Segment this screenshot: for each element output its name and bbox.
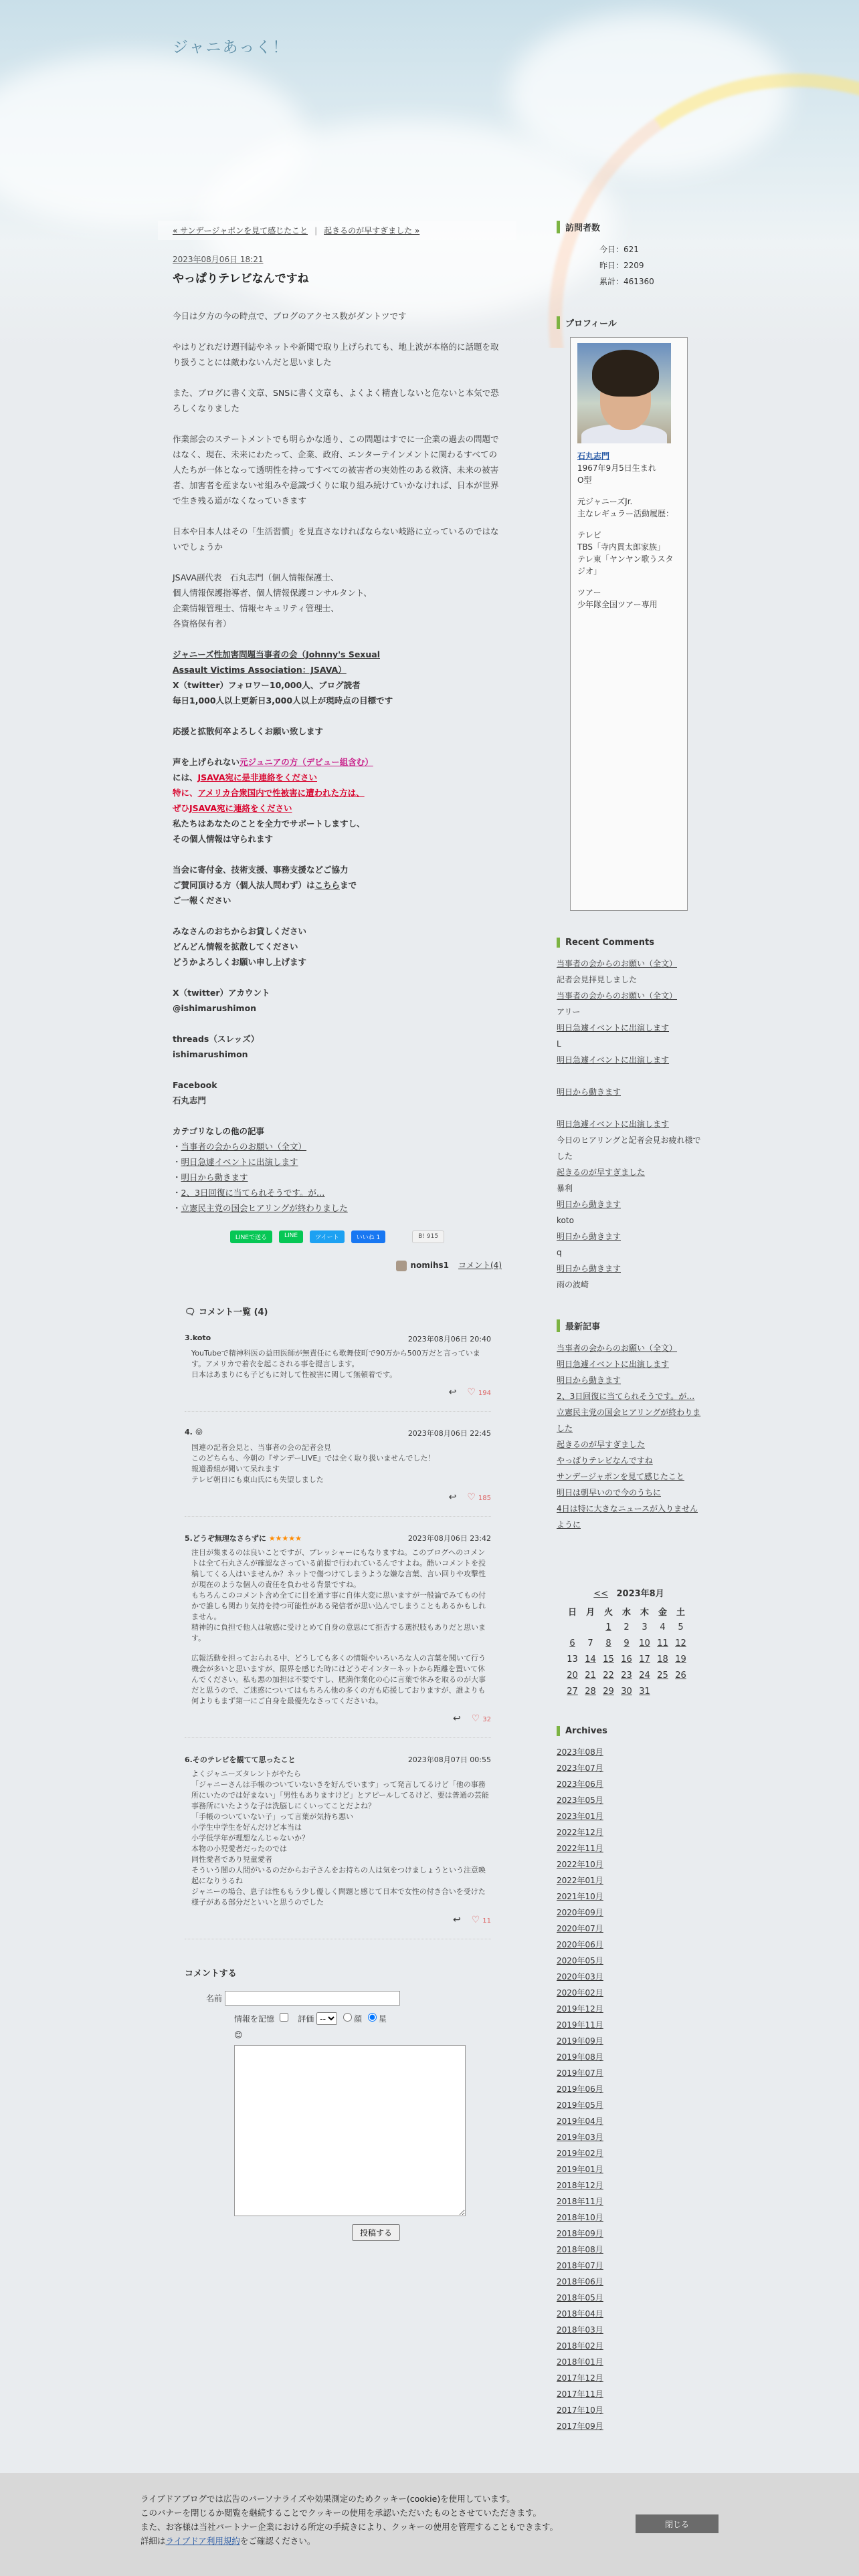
related-post-link[interactable]: 当事者の会からのお願い（全文） <box>181 1142 307 1152</box>
recent-comment-author: アリー <box>557 1007 581 1016</box>
archive-month-link[interactable]: 2018年11月 <box>557 2197 603 2206</box>
archive-month-link[interactable]: 2020年06月 <box>557 1940 603 1949</box>
paragraph: やはりどれだけ週刊誌やネットや新聞で取り上げられても、地上波が本格的に話題を取り扱うことには敵わないんだと思いました <box>173 342 499 367</box>
archive-month-link[interactable]: 2022年12月 <box>557 1828 603 1837</box>
calendar-day: 5 <box>678 1622 684 1632</box>
recent-comment-post-link[interactable]: 当事者の会からのお願い（全文） <box>557 959 678 968</box>
calendar-day <box>672 1683 690 1699</box>
recent-comment-author: L <box>557 1039 561 1049</box>
donation-link[interactable]: こちら <box>314 880 341 890</box>
calendar-day <box>563 1619 581 1635</box>
cookie-banner: ライブドアブログでは広告のパーソナライズや効果測定のためクッキー(cookie)を使用しています。 このバナーを閉じるか閲覧を継続することでクッキーの使用を承認いただいたものとさせていただきます。 また、お客様は当社パートナー企業における所定の手続きにより、クッキーの使用を管理することもできます。 詳細はライブドア利用規約をご確認ください。 閉じる <box>0 2473 859 2576</box>
comment-icon: 🗨 <box>185 1307 196 1317</box>
calendar-day[interactable]: 26 <box>675 1670 686 1681</box>
tweet-button[interactable]: ツイート <box>310 1230 345 1243</box>
calendar-day[interactable]: 11 <box>657 1638 668 1648</box>
archive-month-link[interactable]: 2018年06月 <box>557 2277 603 2286</box>
archive-month-link[interactable]: 2020年03月 <box>557 1972 603 1981</box>
line-send-button[interactable]: LINEで送る <box>230 1230 272 1243</box>
total-count: 累計：461360 <box>599 277 654 286</box>
archive-month-link[interactable]: 2018年01月 <box>557 2357 603 2367</box>
name-input[interactable] <box>225 1991 400 2006</box>
request-text: みなさんのおちからお貸しください どんどん情報を拡散してください どうかよろしくお願い申し上げます <box>173 926 307 967</box>
org-link[interactable]: ジャニーズ性加害問題当事者の会（Johnny's Sexual Assault Victims Association：JSAVA） <box>173 649 380 675</box>
calendar-prev-link[interactable]: << <box>593 1589 609 1599</box>
calendar <box>557 1586 701 1699</box>
org-info: ジャニーズ性加害問題当事者の会（Johnny's Sexual Assault Victims Association：JSAVA） X（twitter）フォロワー10,000人、ブログ読者 毎日1,000人以上更新日3,000人以上が現時点の目標です <box>173 649 393 706</box>
jsava-contact-link-2[interactable]: JSAVA宛に連絡をください <box>189 803 292 813</box>
us-victims-link[interactable]: アメリカ合衆国内で性被害に遭われた方は、 <box>197 788 365 798</box>
calendar-day[interactable]: 18 <box>657 1654 668 1665</box>
yesterday-count: 昨日：2209 <box>599 261 644 270</box>
calendar-day[interactable]: 8 <box>605 1638 611 1648</box>
calendar-day[interactable]: 1 <box>605 1622 611 1632</box>
today-count: 今日：621 <box>599 245 639 254</box>
author-avatar <box>396 1261 407 1271</box>
latest-post-link[interactable]: 明日は朝早いので今のうちに <box>557 1488 662 1497</box>
comment-item: 5.どうぞ無理なさらずに ★★★★★ 2023年08月06日 23:42 注目が集まるのは良いことですが、プレッシャーにもなりますね。このブログへのコメントは全て石丸さんが確認なさっている前提で行われているんですよね。酷いコメントを投稿してくる人はいませんか？ネットで傷つけてしまうような嫌な言葉、言い回りや攻撃性が現在のような個人の責任を負わせる背景ですね。 もちろんこのコメント含め全てに目を通す事に自体大変に思いますが一般論でみてもの付かで誰しも関わり気持を持つ可能性がある発信者が思い込んでしまうこともあるかもしれません。 精神的に負担で他人は敏感に受けとめて自身の意思にて拒否する選択肢もありだと思います。 広報活動を担っておられる中、どうしても多くの情報やいろいろな人の言葉を聞いて行う機会が多いと思いますが、限界を感じた時にはどうぞインターネットから距離を置いて休んでください。私も悪の加担は不要ですし、肥満作業化の心に言葉で休みを取るのが大事だと思うので、ご迷惑についてはもちろん他の多くの方も応援しておりますが、誰よりも何よりもまず第一にご自身を最優先なさってくださいね。 ↩ ♡ 32 <box>185 1533 491 1738</box>
archive-month-link[interactable]: 2021年10月 <box>557 1892 603 1901</box>
paragraph: 作業部会のステートメントでも明らかな通り、この問題はすでに一企業の過去の問題ではなく、現在、未来にわたって、企業、政府、エンターテインメントに関わるすべての人たちが一体となって透明性を持ってすべての被害者の実効性のある救済、未来の被害者、加害者を産まないせ組みや意識づくりに取り組み続けていかなければ、日本が世界で生き残る道がなくなっていきます <box>173 434 499 506</box>
post-title: やっぱりテレビなんですね <box>173 272 309 286</box>
related-title: カテゴリなしの他の記事 <box>173 1126 265 1136</box>
support-text: 応援と拡散何卒よろしくお願い致します <box>173 726 324 736</box>
calendar-day[interactable]: 9 <box>624 1638 630 1648</box>
recent-comment-post-link[interactable]: 明日急遽イベントに出演します <box>557 1023 670 1033</box>
reply-icon[interactable]: ↩ <box>452 1713 461 1724</box>
archive-month-link[interactable]: 2019年03月 <box>557 2133 603 2142</box>
latest-post-link[interactable]: 立憲民主党の国会ヒアリングが終わりました <box>557 1408 701 1433</box>
jsava-contact-link[interactable]: JSAVA宛に是非連絡をください <box>197 772 317 782</box>
post-pager: « サンデージャポンを見て感じたこと | 起きるのが早すぎました » <box>158 221 516 240</box>
recent-comment-post-link[interactable]: 明日から動きます <box>557 1200 622 1209</box>
archive-month-link[interactable]: 2018年03月 <box>557 2325 603 2335</box>
latest-post-link[interactable]: 明日から動きます <box>557 1376 622 1385</box>
archive-month-link[interactable]: 2019年09月 <box>557 2036 603 2046</box>
heart-icon[interactable]: ♡ <box>467 1491 476 1503</box>
comment-textarea[interactable] <box>234 2045 466 2216</box>
archive-month-link[interactable]: 2023年08月 <box>557 1747 603 1757</box>
site-title[interactable]: ジャニあっく！ <box>173 39 290 56</box>
calendar-day[interactable]: 23 <box>621 1670 632 1681</box>
calendar-day: 3 <box>642 1622 648 1632</box>
archive-month-link[interactable]: 2020年09月 <box>557 1908 603 1917</box>
archives: Archives 2023年08月 2023年07月 2023年06月 2023年05月 2023年01月 2022年12月 2022年11月 2022年10月 2022年01月 2021年10月 2020年09月 2020年07月 2020年06月 2020年05月 2020年03月 2020年02月 2019年12月 2019年11月 2019年09月 2019年08月 2019年07月 2019年06月 2019年05月 2019年04月 2019年03月 2019年02月 2019年01月 2018年12月 2018年11月 2018年10月 2018年09月 2018年08月 2018年07月 2018年06月 2018年05月 2018年04月 2018年03月 2018年02月 2018年01月 2017年12月 2017年11月 2017年10月 2017年09月 <box>557 1726 701 2434</box>
calendar-day[interactable]: 25 <box>657 1670 668 1681</box>
post-date[interactable]: 2023年08月06日 18:21 <box>173 255 264 264</box>
facebook-like-button[interactable]: いいね 1 <box>351 1230 386 1243</box>
calendar-month: 2023年8月 <box>616 1589 664 1599</box>
commenter-name: どうぞ無理なさらずに <box>192 1533 266 1543</box>
recent-comment-post-link[interactable]: 明日急遽イベントに出演します <box>557 1119 670 1129</box>
profile-box: プロフィール 石丸志門 1967年9月5日生まれ O型 元ジャニーズJr. 主なレギュラー活動履歴： テレビ TBS「寺内貫太郎家族」 テレ東「ヤンヤン歌うスタジオ」 ツアー 少年隊全国ツアー専用 <box>557 316 701 911</box>
comment-item: 3.koto 2023年08月06日 20:40 YouTubeで精神科医の益田医師が無責任にも歌舞伎町で90万から500万だと言っています。アメリカで着衣を起こされる事を提言します。 日本はあまりにも子どもに対して性被害に関して無頓着です。 ↩ ♡ 194 <box>185 1333 491 1412</box>
archive-month-link[interactable]: 2018年08月 <box>557 2245 603 2254</box>
calendar-day[interactable]: 14 <box>585 1654 596 1665</box>
profile-photo <box>577 343 671 443</box>
recent-comment-author: koto <box>557 1216 574 1225</box>
calendar-day[interactable]: 10 <box>639 1638 650 1648</box>
sidebar <box>557 221 701 2461</box>
archive-month-link[interactable]: 2019年02月 <box>557 2149 603 2158</box>
comment-date: 2023年08月06日 22:45 <box>407 1428 491 1438</box>
recent-comment-author: 暴利 <box>557 1184 573 1193</box>
facebook-account: Facebook 石丸志門 <box>173 1080 217 1105</box>
related-post-link[interactable]: 明日急遽イベントに出演します <box>181 1157 298 1167</box>
comment-form-title: コメントする <box>185 1968 237 1979</box>
recent-comment-post-link[interactable]: 明日から動きます <box>557 1087 622 1097</box>
archive-month-link[interactable]: 2018年07月 <box>557 2261 603 2270</box>
calendar-weekday: 木 <box>640 1607 649 1618</box>
recent-comment-post-link[interactable]: 当事者の会からのお願い（全文） <box>557 991 678 1000</box>
comment-item: 4. 😝 2023年08月06日 22:45 国連の記者会見と、当事者の会の記者会見 このどちらも、今朝の『サンデーLIVE』では全く取り扱いませんでした！ 報道番組が聞いて呆れます テレビ朝日にも東山氏にも失望しました ↩ ♡ 185 <box>185 1428 491 1517</box>
reply-icon[interactable]: ↩ <box>452 1914 461 1925</box>
comment-form: コメントする 名前 情報を記憶 評価 -- 顔 星 😊 投稿する <box>185 1966 516 2241</box>
archive-month-link[interactable]: 2017年09月 <box>557 2422 603 2431</box>
visitor-counter: 訪問者数 今日：621 昨日：2209 累計：461360 <box>557 221 701 290</box>
paragraph: また、ブログに書く文章、SNSに書く文章も、よくよく精査しないと危ないと本気で恐ろしくなりました <box>173 388 499 413</box>
related-post-link[interactable]: 2、3日回復に当てられそうです。が… <box>181 1188 325 1198</box>
comments-heading: 🗨 コメント一覧 (4) <box>185 1307 268 1317</box>
calendar-weekday: 日 <box>567 1607 577 1618</box>
post-footer <box>158 1250 516 1271</box>
reply-icon[interactable]: ↩ <box>448 1491 457 1503</box>
archive-month-link[interactable]: 2020年07月 <box>557 1924 603 1933</box>
recent-comment-author <box>557 1068 701 1084</box>
commenter-name: 😝 <box>195 1427 203 1436</box>
archive-month-link[interactable]: 2019年11月 <box>557 2020 603 2030</box>
archive-month-link[interactable]: 2022年10月 <box>557 1860 603 1869</box>
calendar-weekday: 月 <box>585 1607 595 1618</box>
recent-comment-author: 記者会見拝見しました <box>557 975 638 984</box>
calendar-day <box>581 1619 599 1635</box>
recent-comment-author <box>557 1100 701 1116</box>
share-buttons <box>158 1230 516 1243</box>
archive-month-link[interactable]: 2018年04月 <box>557 2309 603 2319</box>
calendar-day[interactable]: 6 <box>569 1638 575 1648</box>
rating-stars: ★★★★★ <box>268 1533 302 1543</box>
comment-date: 2023年08月06日 23:42 <box>407 1533 491 1543</box>
calendar-day[interactable]: 28 <box>585 1686 596 1697</box>
junior-link[interactable]: 元ジュニアの方（デビュー組含む） <box>240 757 373 767</box>
recent-comment-author: 今日のヒアリングと記者会見お疲れ様でした <box>557 1136 701 1161</box>
calendar-day[interactable]: 19 <box>675 1654 686 1665</box>
main-column <box>158 221 516 2241</box>
comment-date: 2023年08月06日 20:40 <box>407 1334 491 1344</box>
calendar-day: 4 <box>660 1622 666 1632</box>
heart-icon[interactable]: ♡ <box>471 1713 480 1724</box>
comments-count-link[interactable]: コメント(4) <box>458 1261 502 1270</box>
line-button[interactable]: LINE <box>279 1230 303 1243</box>
comment-date: 2023年08月07日 00:55 <box>407 1755 491 1764</box>
latest-post-link[interactable]: サンデージャポンを見て感じたこと <box>557 1472 684 1481</box>
terms-link[interactable]: ライブドア利用規約 <box>165 2536 240 2546</box>
profile-name[interactable]: 石丸志門 <box>577 451 610 461</box>
archive-month-link[interactable]: 2019年06月 <box>557 2084 603 2094</box>
calendar-table <box>563 1603 690 1699</box>
recent-comment-author: q <box>557 1248 562 1257</box>
paragraph: 日本や日本人はその「生活習慣」を見直さなければならない岐路に立っているのではないでしょうか <box>173 526 499 552</box>
cookie-close-button[interactable]: 閉じる <box>636 2514 719 2533</box>
calendar-day: 7 <box>587 1638 593 1648</box>
archive-month-link[interactable]: 2020年02月 <box>557 1988 603 1998</box>
emoji-icon[interactable]: 😊 <box>234 2030 243 2040</box>
latest-post-link[interactable]: 2、3日回復に当てられそうです。が… <box>557 1392 695 1401</box>
calendar-day[interactable]: 15 <box>603 1654 614 1665</box>
next-post-link[interactable]: 起きるのが早すぎました » <box>324 226 420 235</box>
archive-month-link[interactable]: 2018年10月 <box>557 2213 603 2222</box>
calendar-day[interactable]: 12 <box>675 1638 686 1648</box>
archive-month-link[interactable]: 2023年01月 <box>557 1812 603 1821</box>
latest-posts: 最新記事 当事者の会からのお願い（全文） 明日急遽イベントに出演します 明日から動きます 2、3日回復に当てられそうです。が… 立憲民主党の国会ヒアリングが終わりました 起きるのが早すぎました やっぱりテレビなんですね サンデージャポンを見て感じたこと 明日は朝早いので今のうちに 4日は特に大きなニュースが入りませんように <box>557 1319 701 1533</box>
latest-post-link[interactable]: やっぱりテレビなんですね <box>557 1456 653 1465</box>
archive-month-link[interactable]: 2022年01月 <box>557 1876 603 1885</box>
recent-comments: Recent Comments 当事者の会からのお願い（全文） 記者会見拝見しました 当事者の会からのお願い（全文） アリー 明日急遽イベントに出演します L 明日急遽イベントに出演します 明日から動きます 明日急遽イベントに出演します 今日のヒアリングと記者会見お疲れ様でした 起きるのが早すぎました 暴利 明日から動きます koto 明日から動きます q 明日から動きます 雨の波崎 <box>557 938 701 1293</box>
calendar-day[interactable]: 31 <box>639 1686 650 1697</box>
calendar-day <box>654 1683 672 1699</box>
calendar-weekday: 土 <box>676 1607 685 1618</box>
latest-post-link[interactable]: 起きるのが早すぎました <box>557 1440 646 1449</box>
archive-month-link[interactable]: 2023年05月 <box>557 1796 603 1805</box>
heart-icon[interactable]: ♡ <box>467 1386 476 1398</box>
calendar-day[interactable]: 21 <box>585 1670 596 1681</box>
archive-month-link[interactable]: 2018年02月 <box>557 2341 603 2351</box>
recent-comment-post-link[interactable]: 明日から動きます <box>557 1264 622 1273</box>
archive-month-link[interactable]: 2019年07月 <box>557 2068 603 2078</box>
recent-comment-author: 雨の波崎 <box>557 1280 589 1289</box>
hatena-bookmark-button[interactable]: B! 915 <box>412 1230 444 1243</box>
calendar-day[interactable]: 27 <box>567 1686 578 1697</box>
archive-month-link[interactable]: 2023年06月 <box>557 1780 603 1789</box>
archive-month-link[interactable]: 2017年10月 <box>557 2405 603 2415</box>
calendar-day: 2 <box>624 1622 630 1632</box>
commenter-name: そのテレビを観てて思ったこと <box>192 1755 296 1764</box>
commenter-name: koto <box>192 1333 211 1342</box>
reply-icon[interactable]: ↩ <box>448 1386 457 1398</box>
threads-account: threads（スレッズ） ishimarushimon <box>173 1034 260 1059</box>
recent-comment-post-link[interactable]: 起きるのが早すぎました <box>557 1168 646 1177</box>
archive-month-link[interactable]: 2019年04月 <box>557 2117 603 2126</box>
face-radio[interactable] <box>343 2013 352 2022</box>
calendar-weekday: 金 <box>658 1607 667 1618</box>
calendar-day[interactable]: 16 <box>621 1654 632 1665</box>
post-body <box>158 295 516 1216</box>
calendar-day[interactable]: 20 <box>567 1670 578 1681</box>
latest-post-link[interactable]: 明日急遽イベントに出演します <box>557 1360 670 1369</box>
archive-month-link[interactable]: 2020年05月 <box>557 1956 603 1965</box>
author-name[interactable]: nomihs1 <box>410 1261 449 1270</box>
calendar-day[interactable]: 30 <box>621 1686 632 1697</box>
calendar-day[interactable]: 29 <box>603 1686 614 1697</box>
twitter-account: X（twitter）アカウント @ishimarushimon <box>173 988 270 1013</box>
call-to-victims: 声を上げられない元ジュニアの方（デビュー組含む） には、JSAVA宛に是非連絡をください 特に、アメリカ合衆国内で性被害に遭われた方は、 ぜひJSAVA宛に連絡をください 私たちはあなたのことを全力でサポートしますし、 その個人情報は守られます <box>173 757 373 844</box>
submit-comment-button[interactable]: 投稿する <box>352 2224 400 2241</box>
archive-month-link[interactable]: 2017年12月 <box>557 2373 603 2383</box>
signature: JSAVA副代表 石丸志門（個人情報保護士、 個人情報保護指導者、個人情報保護コンサルタント、 企業情報管理士、情報セキュリティ管理士、 各資格保有者） <box>173 572 372 629</box>
rating-select[interactable] <box>316 2012 337 2025</box>
heart-icon[interactable]: ♡ <box>471 1914 480 1925</box>
remember-checkbox[interactable] <box>280 2013 288 2022</box>
archive-month-link[interactable]: 2018年05月 <box>557 2293 603 2302</box>
paragraph: 今日は夕方の今の時点で、ブログのアクセス数がダントツです <box>173 311 407 321</box>
recent-comment-post-link[interactable]: 明日から動きます <box>557 1232 622 1241</box>
related-posts <box>173 1139 502 1216</box>
calendar-day: 13 <box>567 1654 578 1665</box>
archive-month-link[interactable]: 2022年11月 <box>557 1844 603 1853</box>
related-post-link[interactable]: 明日から動きます <box>181 1172 248 1182</box>
donation-info: 当会に寄付金、技術支援、事務支援などご協力 ご賛同頂ける方（個人法人問わず）はこちらまで ご一報ください <box>173 865 357 905</box>
calendar-weekday: 火 <box>603 1607 613 1618</box>
prev-post-link[interactable]: « サンデージャポンを見て感じたこと <box>173 226 308 235</box>
archive-month-link[interactable]: 2019年08月 <box>557 2052 603 2062</box>
archive-month-link[interactable]: 2018年12月 <box>557 2181 603 2190</box>
archive-month-link[interactable]: 2018年09月 <box>557 2229 603 2238</box>
comment-item: 6.そのテレビを観てて思ったこと 2023年08月07日 00:55 よくジャニーズタレントがやたら 「ジャニーさんは手帳のついていないきを好んでいます」って発言してるけど「他の事務所にいたのでは好まない」「男性もありますけど」とアピールしてるけど、要は普通の芸能事務所にいたような子は洗脳しにくいってことだよね？ 「手帳のついていない子」って言葉が気持ち悪い 小学生中学生を好んだけど本当は 小学低学年が理想なんじゃないか？ 本物の小児愛者だったのでは 同性愛者であり児童愛者 そういう闇の人間がいるのだからお子さんをお持ちの人は気をつけましょうという注意喚起になりうるね ジャニーの場合、息子は性ももう少し優しく問題と感じて日本で女性の付き合いを受けた様子がある部分だといいと思うのでした ↩ ♡ 11 <box>185 1754 491 1939</box>
archive-month-link[interactable]: 2023年07月 <box>557 1763 603 1773</box>
archive-month-link[interactable]: 2019年05月 <box>557 2101 603 2110</box>
calendar-weekday: 水 <box>622 1607 631 1618</box>
calendar-day[interactable]: 22 <box>603 1670 614 1681</box>
latest-post-link[interactable]: 当事者の会からのお願い（全文） <box>557 1344 678 1353</box>
star-radio[interactable] <box>368 2013 377 2022</box>
archive-month-link[interactable]: 2019年01月 <box>557 2165 603 2174</box>
calendar-day[interactable]: 17 <box>639 1654 650 1665</box>
related-post-link[interactable]: 立憲民主党の国会ヒアリングが終わりました <box>181 1203 348 1213</box>
archive-month-link[interactable]: 2017年11月 <box>557 2389 603 2399</box>
archive-month-link[interactable]: 2019年12月 <box>557 2004 603 2014</box>
calendar-day[interactable]: 24 <box>639 1670 650 1681</box>
recent-comment-post-link[interactable]: 明日急遽イベントに出演します <box>557 1055 670 1065</box>
latest-post-link[interactable]: 4日は特に大きなニュースが入りませんように <box>557 1504 698 1529</box>
